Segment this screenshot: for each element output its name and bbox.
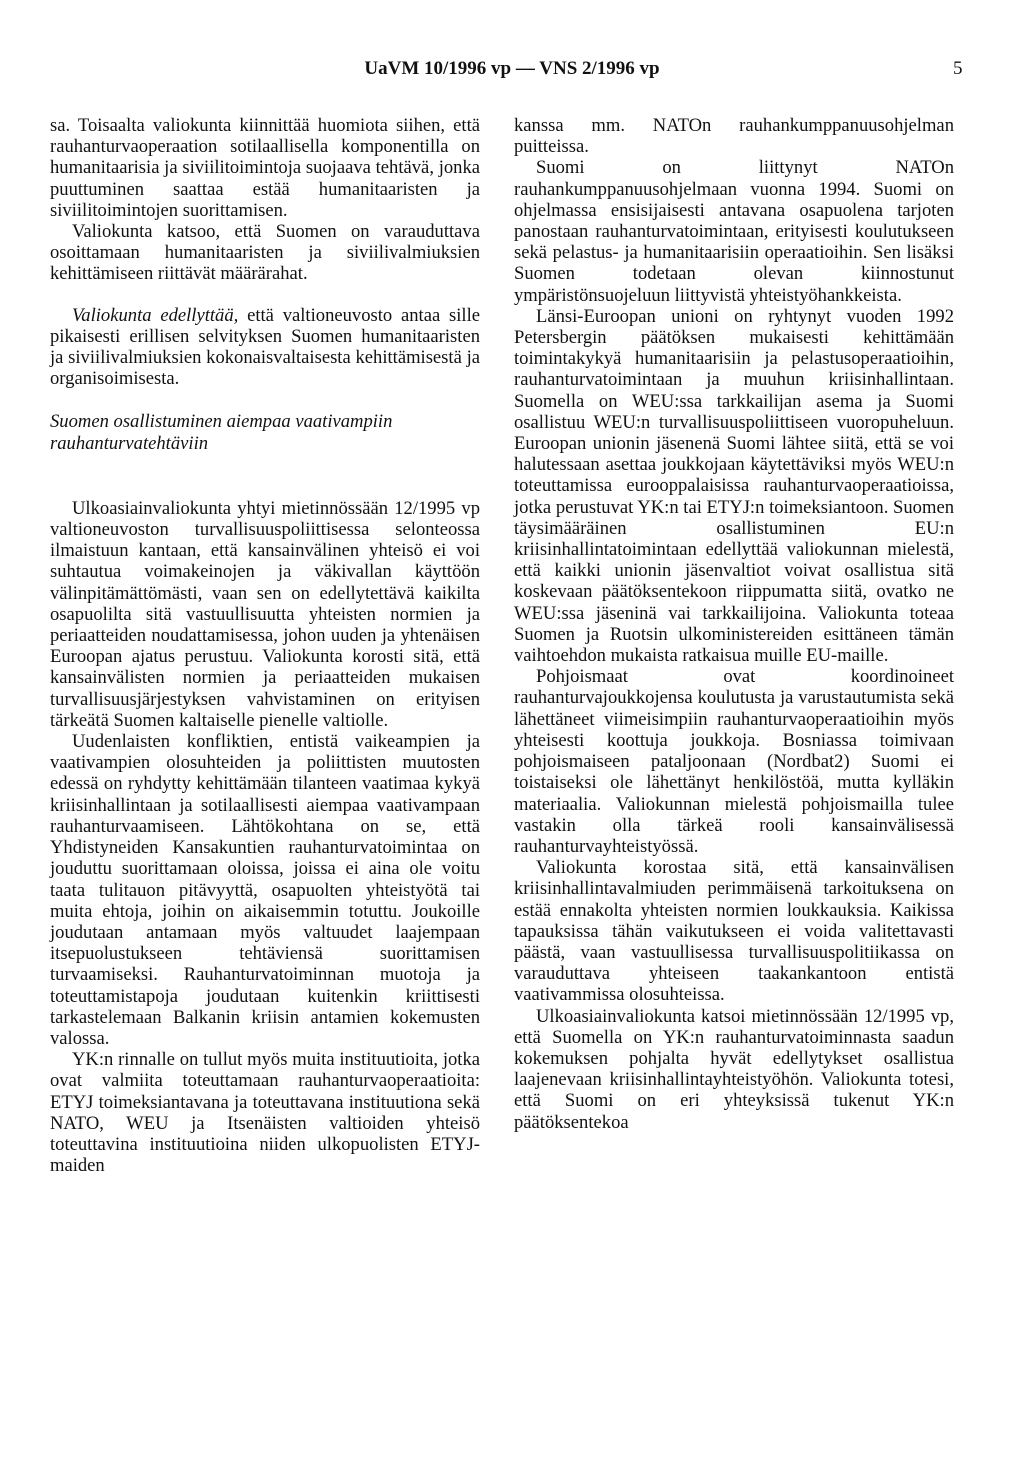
paragraph: Valiokunta korostaa sitä, että kansainvälisen kriisinhallintavalmiuden perimmäisenä tarkoituksena on estää ennakolta yhteisten normien loukkauksia. Kaikissa tapauksissa tähän vaikutukseen ei voida valitettavasti päästä, vaan vastuullisessa turvallisuuspolitiikassa on varauduttava yhteiseen taakankantoon entistä vaativammissa olosuhteissa. [514,857,954,1006]
paragraph: Länsi-Euroopan unioni on ryhtynyt vuoden 1992 Petersbergin päätöksen mukaisesti kehittämään toimintakykyä humanitaarisiin ja pelastusoperaatioihin, rauhanturvatoimintaan ja muuhun kriisinhallintaan. Suomella on WEU:ssa tarkkailijan asema ja Suomi osallistuu WEU:n turvallisuuspoliittiseen vuoropuheluun. Euroopan unionin jäsenenä Suomi lähtee siitä, että se voi halutessaan asettaa joukkojaan käytettäviksi myös WEU:n toteuttamissa eurooppalaisissa rauhanturvaoperaatioissa, jotka perustuvat YK:n tai ETYJ:n toimeksiantoon. Suomen täysimääräinen osallistuminen EU:n kriisinhallintatoimintaan edellyttää valiokunnan mielestä, että kaikki unionin jäsenvaltiot voivat osallistua sitä koskevaan päätöksentekoon riippumatta siitä, ovatko ne WEU:ssa jäseninä vai tarkkailijoina. Valiokunta toteaa Suomen ja Ruotsin ulkoministereiden esittäneen tämän vaihtoehdon mukaista ratkaisua muille EU-maille. [514,305,954,667]
right-column [514,115,954,1133]
paragraph: Ulkoasiainvaliokunta yhtyi mietinnössään 12/1995 vp valtioneuvoston turvallisuuspoliittisessa selonteossa ilmaistuun kantaan, että kansainvälinen yhteisö ei voi suhtautua voimakeinojen ja väkivallan käyttöön välinpitämättömästi, vaan sen on edellytettävä kaikilta osapuolilta sitä vastuullisuutta yhteisten normien ja periaatteiden noudattamisessa, johon uuden ja yhtenäisen Euroopan ajatus perustuu. Valiokunta korosti sitä, että kansainvälisten normien ja periaatteiden mukaisen turvallisuusjärjestyksen vahvistaminen on erityisen tärkeätä Suomen kaltaiselle pienelle valtiolle. [50,497,480,731]
section-heading: Suomen osallistuminen aiempaa vaativampiin rauhanturvatehtäviin [50,411,393,454]
running-header: UaVM 10/1996 vp — VNS 2/1996 vp [364,58,660,79]
paragraph: Uudenlaisten konfliktien, entistä vaikeampien ja vaativampien olosuhteiden ja poliittisten muutosten edessä on ryhdytty kehittämään tilanteen vaatimaa kykyä kriisinhallintaan ja sotilaallisesti aiempaa vaativampaan rauhanturvaamiseen. Lähtökohtana on se, että Yhdistyneiden Kansakuntien rauhanturvatoimintaa on jouduttu suorittamaan oloissa, joissa ei aina ole voitu taata tulitauon pitävyyttä, osapuolten yhteistyötä tai muita ehtoja, joihin on aikaisemmin totuttu. Joukoille joudutaan antamaan myös valtuudet laajempaan itsepuolustukseen tehtäviensä suorittamisen turvaamiseksi. Rauhanturvatoiminnan muotoja ja toteuttamistapoja joudutaan kuitenkin kriittisesti tarkastelemaan Balkanin kriisin antamien kokemusten valossa. [50,731,480,1049]
statement-body: että valtioneuvosto antaa sille pikaisesti erillisen selvityksen Suomen humanitaaristen ja siviilivalmiuksien kokonaisvaltaisesta kehittämisestä ja organisoimisesta. [50,304,480,390]
paragraph: Ulkoasiainvaliokunta katsoi mietinnössään 12/1995 vp, että Suomella on YK:n rauhanturvatoiminnasta saadun kokemuksen pohjalta hyvät edellytykset osallistua laajenevaan kriisinhallintayhteistyöhön. Valiokunta totesi, että Suomi on eri yhteyksissä tukenut YK:n päätöksentekoa [514,1005,954,1133]
paragraph: YK:n rinnalle on tullut myös muita instituutioita, jotka ovat valmiita toteuttamaan rauhanturvaoperaatioita: ETYJ toimeksiantavana ja toteuttavana instituutiona sekä NATO, WEU ja Itsenäisten valtioiden yhteisö toteuttavina instituutioina niiden ulkopuolisten ETYJ-maiden [50,1049,480,1177]
paragraph: kanssa mm. NATOn rauhankumppanuusohjelman puitteissa. [514,115,954,158]
page-number: 5 [953,58,963,79]
statement-lead: Valiokunta edellyttää, [72,304,239,326]
paragraph: sa. Toisaalta valiokunta kiinnittää huomiota siihen, että rauhanturvaoperaation sotilaallisella komponentilla on humanitaarisia ja siviilitoimintoja suojaava tehtävä, jonka puuttuminen saattaa estää humanitaaristen ja siviilitoimintojen suorittamisen. [50,115,480,221]
paragraph: Suomi on liittynyt NATOn rauhankumppanuusohjelmaan vuonna 1994. Suomi on ohjelmassa ensisijaisesti antavana osapuolena tarjoten panostaan rauhanturvatoimintaan, erityisesti koulutukseen sekä pelastus- ja humanitaarisiin operaatioihin. Sen lisäksi Suomen todetaan olevan kiinnostunut ympäristönsuojeluun liittyvistä yhteistyöhankkeista. [514,157,954,306]
paragraph-statement [50,305,480,390]
paragraph: Valiokunta katsoo, että Suomen on varauduttava osoittamaan humanitaaristen ja siviilivalmiuksien kehittämiseen riittävät määrärahat. [50,221,480,285]
paragraph: Pohjoismaat ovat koordinoineet rauhanturvajoukkojensa koulutusta ja varustautumista sekä lähettäneet viimeisimpiin rauhanturvaoperaatioihin myös yhteisesti koottuja joukkoja. Bosniassa toimivaan pohjoismaiseen pataljoonaan (Nordbat2) Suomi ei toistaiseksi ole lähettänyt henkilöstöä, mutta kylläkin materiaalia. Valiokunnan mielestä pohjoismailla tulee vastakin olla tärkeä rooli kansainvälisessä rauhanturvayhteistyössä. [514,666,954,857]
left-column [50,115,480,1176]
